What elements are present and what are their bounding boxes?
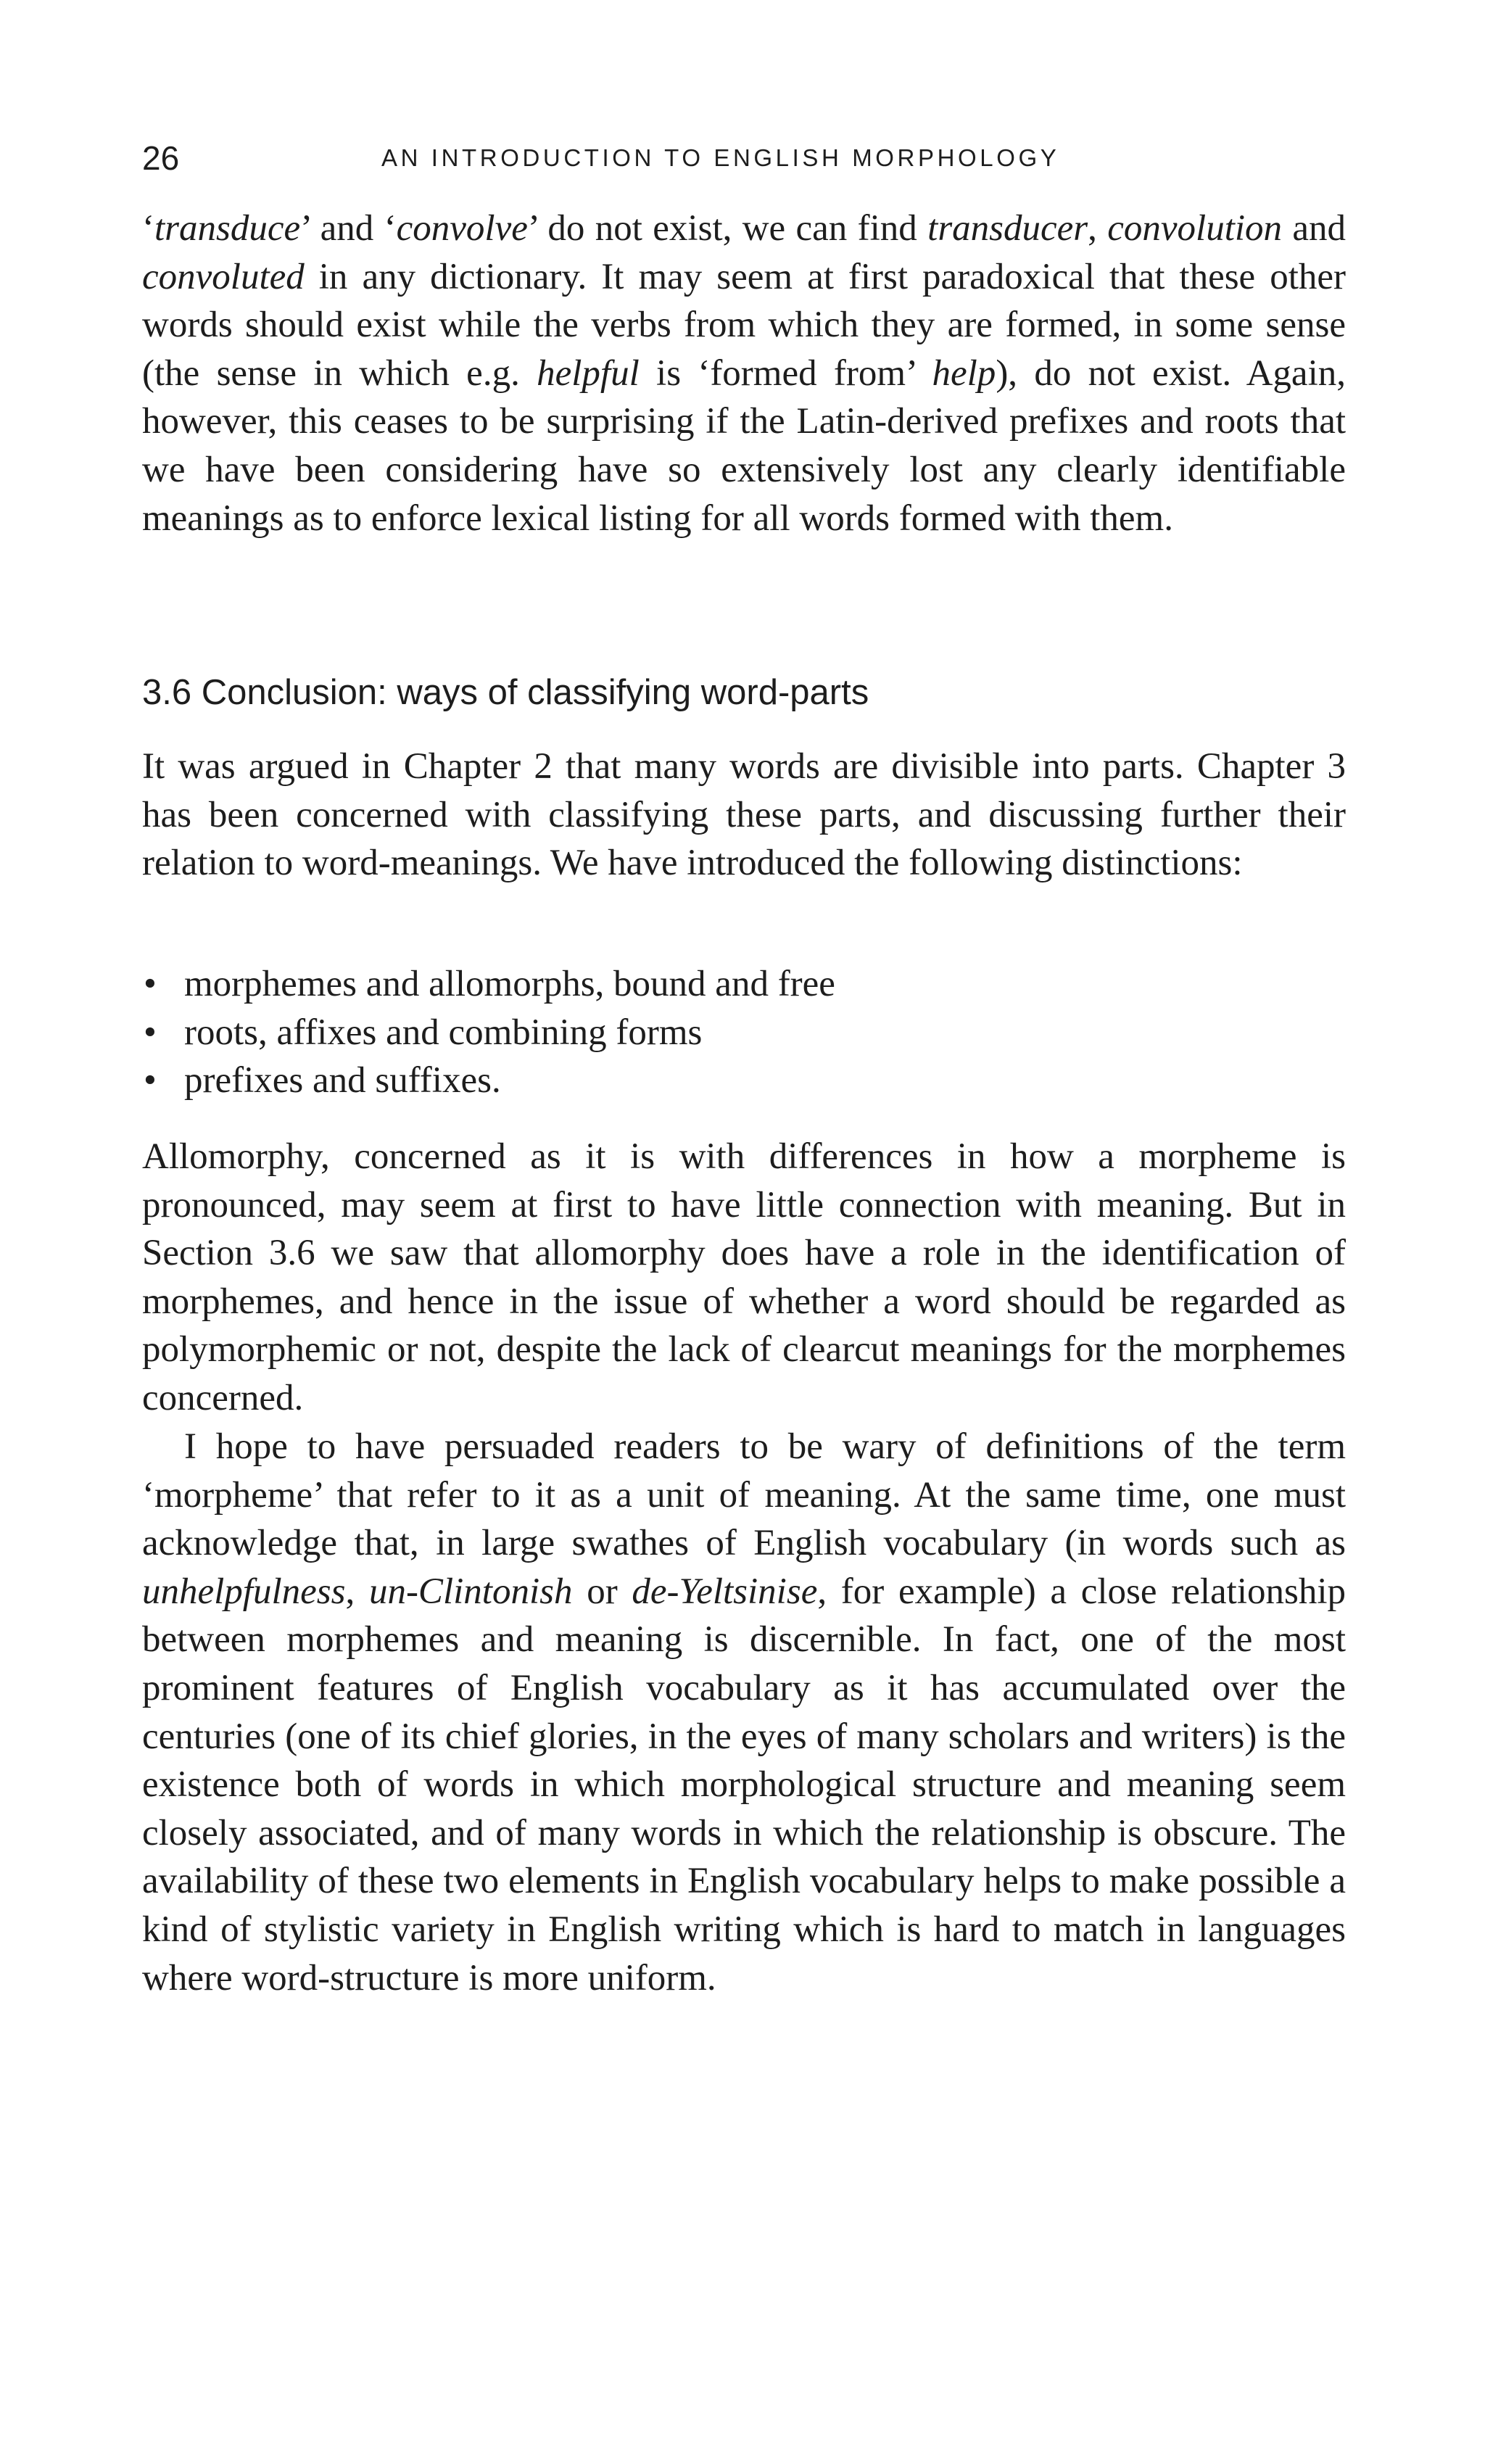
quote-mark: ‘ [384,208,397,249]
list-item: • morphemes and allomorphs, bound and free [142,960,1346,1009]
list-item: • prefixes and suffixes. [142,1057,1346,1105]
italic-term-transduce: transduce [154,208,301,249]
italic-term-convoluted: convoluted [142,256,305,297]
quote-mark: ’ [527,208,538,249]
body-text: do not exist, we can find [537,208,928,249]
running-title: AN INTRODUCTION TO ENGLISH MORPHOLOGY [381,144,1060,171]
body-text: ), do not exist. Again, however, this ceases to be surprising if the Latin-derived prefixes and roots that we have been considering have so extensively lost any clearly identifiable meanings as to enforce lexical listing for all words formed with them. [142,352,1346,539]
paragraph-2-text: It was argued in Chapter 2 that many words are divisible into parts. Chapter 3 has been concerned with classifying these parts, and discussing further their relation to word-meanings. We have introduced the following distinctions: [142,746,1346,884]
body-text: and [1282,208,1347,249]
italic-term-convolution: convolution [1107,208,1283,249]
body-text: or [572,1571,632,1612]
paragraph-3-text: Allomorphy, concerned as it is with differences in how a morpheme is pronounced, may seem at first to have little connection with meaning. But in Section 3.6 we saw that allomorphy does have a role in the identification of morphemes, and hence in the issue of whether a word should be regarded as polymorphemic or not, despite the lack of clearcut meanings for the morphemes concerned. [142,1136,1346,1418]
running-header [142,136,1346,180]
body-text: in any dictionary. It may seem at first paradoxical that these other words should exist while the verbs from which they are formed, in some sense (the sense in which e.g. [142,256,1346,394]
quote-mark: ’ [300,208,310,249]
body-text: and [310,208,384,249]
body-text: , [345,1571,369,1612]
italic-term-unhelpfulness: unhelpfulness [142,1571,346,1612]
paragraph-1 [142,204,1346,542]
body-text: I hope to have persuaded readers to be wary of definitions of the term ‘morpheme’ that refer to it as a unit of meaning. At the same time, one must acknowledge that, in large swathes of English vocabulary (in words such as [142,1426,1346,1564]
italic-term-convolve: convolve [396,208,528,249]
paragraph-2 [142,743,1346,888]
italic-term-de-yeltsinise: de-Yeltsinise [632,1571,818,1612]
bullet-list [142,960,1346,1105]
body-text: is ‘formed from’ [639,352,932,394]
section-heading: 3.6 Conclusion: ways of classifying word-parts [142,673,869,712]
paragraph-4 [142,1423,1346,2002]
body-text: , for example) a close relationship between morphemes and meaning is discernible. In fact, one of the most prominent features of English vocabulary as it has accumulated over the centuries (one of its chief glories, in the eyes of many scholars and writers) is the existence both of words in which morphological structure and meaning seem closely associated, and of many words in which the relationship is obscure. The availability of these two elements in English vocabulary helps to make possible a kind of stylistic variety in English writing which is hard to match in languages where word-structure is more uniform. [142,1571,1347,1998]
list-item: • roots, affixes and combining forms [142,1009,1346,1057]
italic-term-help: help [932,352,996,394]
italic-term-transducer: transducer [927,208,1088,249]
italic-term-helpful: helpful [537,352,640,394]
quote-mark: ‘ [142,208,154,249]
paragraph-3 [142,1133,1346,1423]
page-number: 26 [142,139,180,177]
body-text: , [1088,208,1108,249]
italic-term-un-clintonish: un-Clintonish [368,1571,573,1612]
